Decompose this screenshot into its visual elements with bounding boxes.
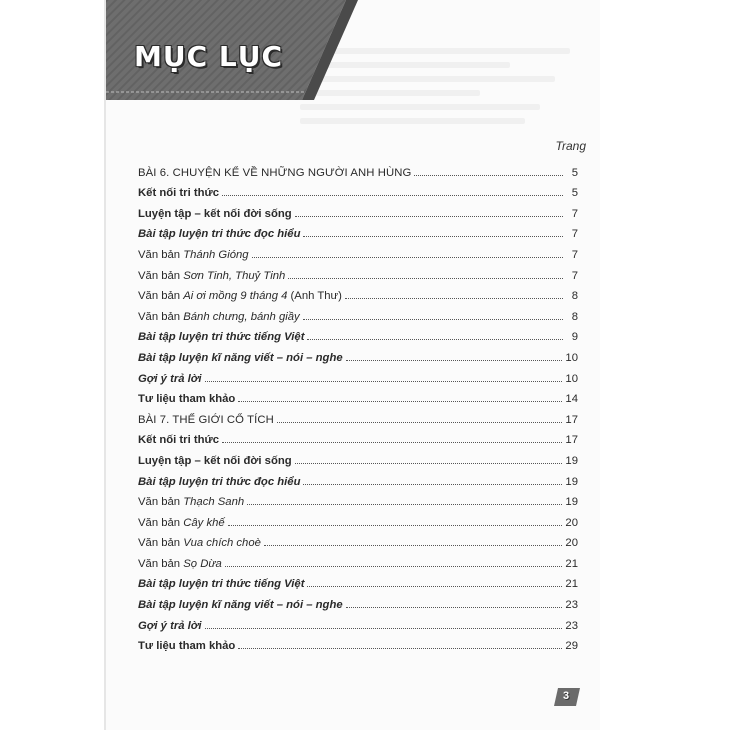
- dot-leader: [303, 483, 562, 485]
- dot-leader: [303, 318, 563, 320]
- toc-entry: [138, 385, 578, 406]
- toc-entry-title: [138, 537, 261, 549]
- toc-entry: [138, 467, 578, 488]
- toc-entry-title: [138, 558, 222, 570]
- toc-entry-title: [138, 496, 244, 508]
- toc-entry-title: Gợi ý trả lời: [138, 372, 202, 385]
- toc-entry-prefix: Văn bản: [138, 310, 184, 323]
- toc-entry-prefix: Văn bản: [138, 290, 184, 303]
- toc-entry: [138, 302, 578, 323]
- toc-entry: [138, 446, 578, 467]
- toc-entry-title: [138, 517, 225, 529]
- dot-leader: [252, 256, 563, 258]
- page-title: MỤC LỤC: [134, 40, 284, 73]
- page-number: 3: [562, 690, 570, 702]
- toc-entry-page: 19: [565, 454, 578, 467]
- toc-entry-page: 7: [571, 248, 578, 261]
- toc-entry-title: Bài tập luyện kĩ năng viết – nói – nghe: [138, 599, 343, 612]
- toc-entry: [138, 488, 578, 509]
- toc-entry-title: Bài tập luyện tri thức tiếng Việt: [138, 331, 305, 344]
- dot-leader: [414, 174, 563, 176]
- toc-entry-title: Tư liệu tham khảo: [138, 640, 236, 653]
- toc-entry-prefix: Văn bản: [138, 557, 184, 570]
- toc-entry-work: Sọ Dừa: [183, 557, 222, 570]
- toc-entry-page: 21: [565, 557, 578, 570]
- toc-entry-prefix: Văn bản: [138, 248, 184, 261]
- toc-entry-title: Bài tập luyện kĩ năng viết – nói – nghe: [138, 351, 343, 364]
- dot-leader: [228, 524, 563, 526]
- toc-entry-work: Ai ơi mồng 9 tháng 4: [183, 290, 288, 303]
- header-banner: [106, 0, 366, 100]
- toc-entry-page: 10: [565, 372, 578, 385]
- toc-entry: [138, 364, 578, 385]
- toc-entry: [138, 179, 578, 200]
- toc-entry-page: 19: [565, 475, 578, 488]
- toc-entry: [138, 261, 578, 282]
- toc-entry: [138, 529, 578, 550]
- dot-leader: [295, 215, 563, 217]
- dot-leader: [295, 462, 563, 464]
- toc-entry-work: Bánh chưng, bánh giầy: [183, 310, 300, 323]
- dot-leader: [222, 441, 562, 443]
- dot-leader: [307, 585, 562, 587]
- dot-leader: [307, 338, 563, 340]
- toc-entry-page: 20: [565, 516, 578, 529]
- toc-entry-work: Vua chích choè: [183, 537, 261, 550]
- toc-entry: [138, 199, 578, 220]
- toc-entry-work: Thánh Gióng: [183, 248, 249, 261]
- toc-entry-title: [138, 290, 342, 302]
- toc-entry: [138, 220, 578, 241]
- toc-entry-title: Luyện tập – kết nối đời sống: [138, 454, 292, 467]
- toc-entry-page: 5: [571, 166, 578, 179]
- toc-entry: [138, 158, 578, 179]
- toc-entry-page: 5: [571, 187, 578, 200]
- dot-leader: [264, 544, 563, 546]
- toc-entry-page: 7: [571, 269, 578, 282]
- toc-entry-page: 19: [565, 496, 578, 509]
- toc-entry-page: 9: [571, 331, 578, 344]
- toc-entry: [138, 282, 578, 303]
- toc-entry-title: Tư liệu tham khảo: [138, 393, 236, 406]
- toc-entry-title: Bài tập luyện tri thức tiếng Việt: [138, 578, 305, 591]
- toc-entry: [138, 405, 578, 426]
- dot-leader: [222, 194, 563, 196]
- toc-entry-title: Bài tập luyện tri thức đọc hiểu: [138, 475, 301, 488]
- toc-entry-work: Cây khế: [183, 516, 225, 529]
- toc-entry-prefix: Văn bản: [138, 269, 184, 282]
- dot-leader: [205, 380, 563, 382]
- toc-entry-title: Luyện tập – kết nối đời sống: [138, 207, 292, 220]
- page-column-label: Trang: [555, 139, 586, 153]
- toc-entry: [138, 570, 578, 591]
- toc-entry: [138, 549, 578, 570]
- dot-leader: [247, 503, 562, 505]
- toc-entry: [138, 508, 578, 529]
- toc-entry: [138, 590, 578, 611]
- dot-leader: [238, 647, 562, 649]
- toc-entry-title: BÀI 6. CHUYỆN KỂ VỀ NHỮNG NGƯỜI ANH HÙNG: [138, 166, 412, 179]
- toc-entry-prefix: Văn bản: [138, 516, 184, 529]
- toc-entry-title: [138, 249, 249, 261]
- toc-entry-page: 23: [565, 619, 578, 632]
- dot-leader: [288, 277, 563, 279]
- toc-entry-page: 8: [571, 310, 578, 323]
- toc-entry: [138, 632, 578, 653]
- toc-entry-page: 7: [571, 207, 578, 220]
- toc-entry-title: BÀI 7. THẾ GIỚI CỔ TÍCH: [138, 413, 274, 426]
- table-of-contents: [138, 158, 578, 652]
- dot-leader: [277, 421, 563, 423]
- toc-entry-page: 21: [565, 578, 578, 591]
- dot-leader: [225, 565, 563, 567]
- toc-entry-page: 23: [565, 599, 578, 612]
- toc-entry-page: 14: [565, 393, 578, 406]
- toc-entry-suffix: (Anh Thư): [287, 290, 342, 303]
- toc-entry-prefix: Văn bản: [138, 496, 184, 509]
- toc-entry-page: 17: [565, 434, 578, 447]
- toc-entry-page: 8: [571, 290, 578, 303]
- toc-entry-page: 10: [565, 351, 578, 364]
- toc-entry-page: 20: [565, 537, 578, 550]
- toc-entry-title: [138, 270, 285, 282]
- toc-entry-work: Sơn Tinh, Thuỷ Tinh: [183, 269, 286, 282]
- toc-entry-title: Bài tập luyện tri thức đọc hiểu: [138, 228, 301, 241]
- toc-entry-work: Thạch Sanh: [183, 496, 245, 509]
- toc-entry-title: Gợi ý trả lời: [138, 619, 202, 632]
- toc-entry-title: Kết nối tri thức: [138, 434, 219, 447]
- dot-leader: [303, 235, 563, 237]
- toc-entry: [138, 426, 578, 447]
- toc-entry: [138, 611, 578, 632]
- toc-entry: [138, 240, 578, 261]
- toc-entry-page: 7: [571, 228, 578, 241]
- toc-entry-title: Kết nối tri thức: [138, 187, 219, 200]
- toc-entry: [138, 323, 578, 344]
- toc-entry-page: 17: [565, 413, 578, 426]
- page-number-badge: [554, 688, 580, 706]
- toc-entry-title: [138, 311, 300, 323]
- dot-leader: [205, 627, 563, 629]
- toc-entry: [138, 343, 578, 364]
- dot-leader: [346, 359, 563, 361]
- dot-leader: [238, 400, 562, 402]
- dot-leader: [346, 606, 563, 608]
- toc-entry-page: 29: [565, 640, 578, 653]
- dot-leader: [345, 297, 563, 299]
- toc-entry-prefix: Văn bản: [138, 537, 184, 550]
